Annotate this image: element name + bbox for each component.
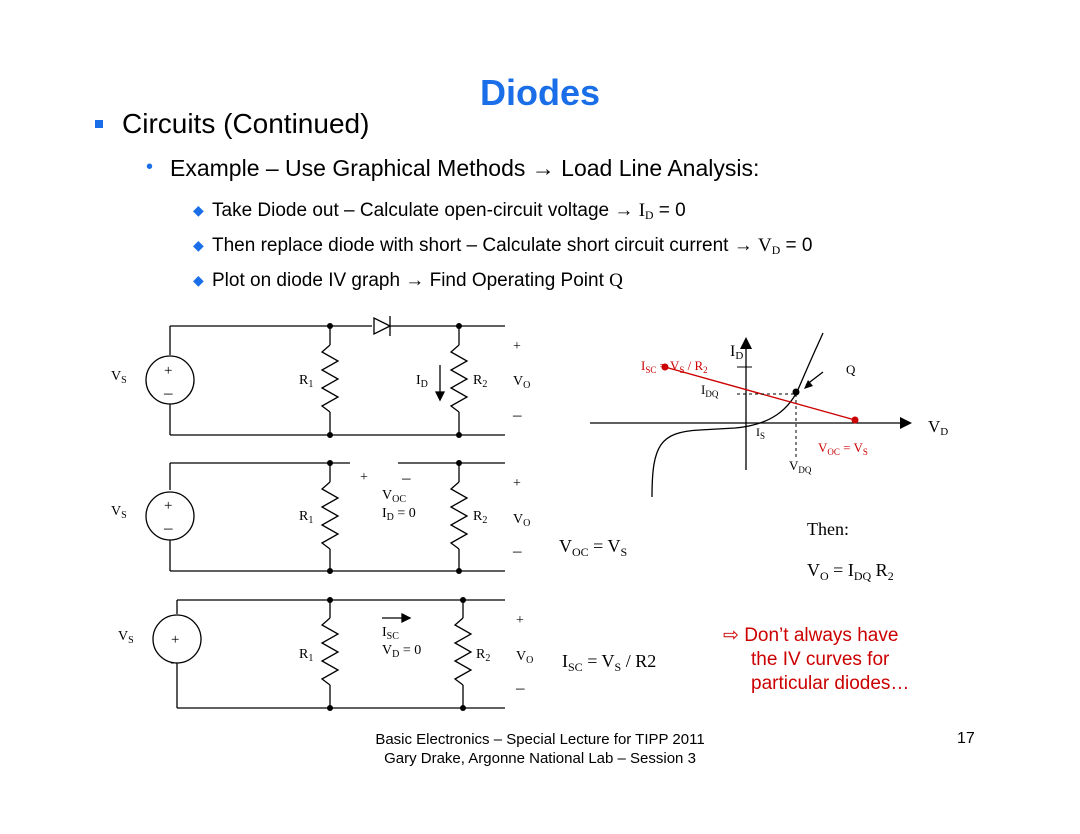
vd-symbol: V [757,235,772,256]
diamond-bullet-icon: ◆ [193,272,204,288]
vo-minus-3: – [516,678,525,697]
vd-subscript: D [771,243,781,257]
bullet-circuits-text: Circuits (Continued) [122,108,370,139]
open-plus: + [360,470,368,485]
vdq-label: $V_{DQ}$ [789,458,812,475]
r1-label-1: $R_1$ [299,373,314,390]
source3-minus: – [171,652,180,671]
isc-equation: $I_{SC} = V_S / R2$ [562,651,657,674]
source2-minus: – [164,518,173,537]
vs-label-3: $V_S$ [118,629,134,646]
note-line-1: Don’t always have [738,625,899,646]
voc-label: $V_{OC}$ [382,488,407,505]
vd-zero-label: $V_D = 0$ [382,643,422,660]
footer-line-1: Basic Electronics – Special Lecture for TIPP 2011 [375,731,705,748]
diamond-bullet-icon: ◆ [193,202,204,218]
source1-minus: – [164,383,173,402]
id-zero-label: $I_D = 0$ [382,506,416,523]
id-subscript: D [645,208,654,222]
voc-graph-label: $V_{OC} = V_S$ [818,440,868,457]
r2-label-2: $R_2$ [473,509,488,526]
graph-y-axis-label: ID [730,343,744,362]
vs-label-2: $V_S$ [111,504,127,521]
id-equals-zero: = 0 [653,200,686,221]
vo-plus-1: + [513,339,521,354]
source1-plus: + [164,363,173,379]
id-symbol: I [638,200,646,221]
vo-plus-3: + [516,613,524,628]
note-line-2: the IV curves for [751,649,890,670]
voc-equation: $V_{OC} = V_S$ [559,536,628,559]
q-point-label: Q [846,362,856,377]
vd-equals-zero: = 0 [780,235,813,256]
vo-plus-2: + [513,476,521,491]
idq-label: $I_{DQ}$ [701,382,719,399]
iv-graph [590,333,948,497]
footer-line-2: Gary Drake, Argonne National Lab – Session 3 [384,750,696,767]
q-symbol: Q [609,270,623,291]
vo-minus-2: – [513,541,522,560]
is-label: $I_S$ [756,425,766,441]
circuit-2 [146,463,505,571]
r1-label-2: $R_1$ [299,509,314,526]
then-label: Then: [807,519,849,539]
r2-label-3: $R_2$ [476,647,491,664]
slide-title: Diodes [479,72,601,113]
bullet-short-circuit-text: Then replace diode with short – Calculate short circuit current → [212,235,758,256]
hollow-arrow-icon: ⇨ [723,625,739,646]
iv-curve-note [723,624,909,696]
vo-label-3: $V_O$ [516,649,534,666]
source2-plus: + [164,498,173,514]
source3-plus: + [171,632,180,648]
isc-graph-label: $I_{SC} = V_S / R_2$ [641,358,708,375]
circuit-3 [153,600,505,708]
vo-minus-1: – [513,405,522,424]
bullet-example-text: Example – Use Graphical Methods → Load Line Analysis: [170,155,760,181]
bullet-plot-text: Plot on diode IV graph → Find Operating Point [212,270,610,291]
r2-label-1: $R_2$ [473,373,488,390]
open-minus: – [402,468,411,487]
circuit-1 [146,316,505,435]
round-bullet-icon: • [146,156,154,178]
isc-label: $I_{SC}$ [382,625,399,642]
vo-label-2: $V_O$ [513,512,531,529]
graph-x-axis-label: VD [928,417,949,438]
diamond-bullet-icon: ◆ [193,237,204,253]
slide-footer [0,730,1080,768]
note-line-3: particular diodes… [751,673,910,694]
vo-equation: $V_O = I_{DQ}$ $R_2$ [807,560,894,583]
r1-label-3: $R_1$ [299,647,314,664]
vo-label-1: $V_O$ [513,374,531,391]
id-current-label: $I_D$ [416,373,428,390]
bullet-open-circuit-text: Take Diode out – Calculate open-circuit voltage → [212,200,639,221]
vs-label-1: $V_S$ [111,369,127,386]
page-number: 17 [957,730,975,747]
